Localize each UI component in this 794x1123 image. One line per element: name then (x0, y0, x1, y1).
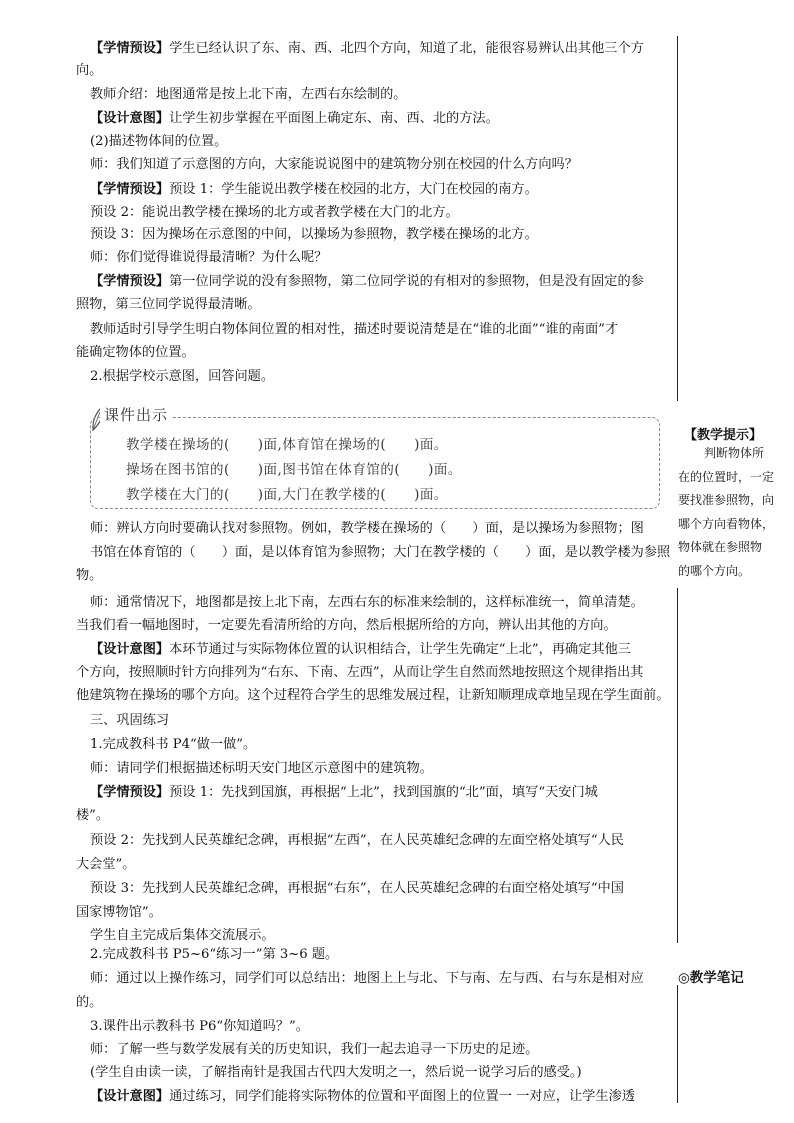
line-text: 预设 2：先找到人民英雄纪念碑，再根据“左西”，在人民英雄纪念碑的左面空格处填写“人民 (90, 833, 624, 848)
text-line (86, 321, 618, 339)
text-line (86, 273, 644, 291)
text-line (86, 156, 578, 174)
tip-line: 在的位置时，一定 (678, 470, 775, 484)
text-line (86, 712, 169, 730)
line-text: 预设 3：先找到人民英雄纪念碑，再根据“右东”，在人民英雄纪念碑的右面空格处填写“中国 (90, 881, 624, 896)
line-text: 楼”。 (76, 808, 110, 823)
line-text: 预设 2：能说出教学楼在操场的北方或者教学楼在大门的北方。 (90, 205, 459, 220)
text-line (86, 1041, 538, 1059)
line-text: 向。 (76, 63, 103, 78)
text-line (86, 946, 338, 964)
text-line (86, 204, 459, 222)
line-text: 1.完成教科书 P4“做一做”。 (90, 737, 257, 752)
line-text: 让学生初步掌握在平面图上确定东、南、西、北的方法。 (169, 111, 499, 126)
line-text: 预设 1：先找到国旗，再根据“上北”，找到国旗的“北”面，填写“天安门城 (169, 785, 598, 800)
section-tag: 【学情预设】 (90, 274, 170, 289)
line-text: 物。 (76, 568, 103, 583)
text-line (86, 641, 631, 659)
section-tag: 【设计意图】 (90, 642, 170, 657)
line-text: 本环节通过与实际物体位置的认识相结合，让学生先确定“上北”，再确定其他三 (169, 642, 631, 657)
teaching-notes-title: ◎教学笔记 (678, 970, 744, 986)
text-line (86, 1088, 635, 1106)
line-text: 第一位同学说的没有参照物，第二位同学说的有相对的参照物，但是没有固定的参 (169, 274, 644, 289)
text-line (86, 86, 407, 104)
text-line (86, 544, 670, 562)
text-line (86, 249, 327, 267)
line-text: (2)描述物体间的位置。 (90, 134, 228, 149)
line-text: 照物，第三位同学说得最清晰。 (76, 297, 261, 312)
line-text: 他建筑物在操场的哪个方向。这个过程符合学生的思维发展过程，让新知顺理成章地呈现在学生面前。 (76, 688, 670, 703)
text-line (86, 1018, 309, 1036)
section-tag: 【设计意图】 (90, 111, 170, 126)
line-text: 师：通过以上操作练习，同学们可以总结出：地图上上与北、下与南、左与西、右与东是相对应 (90, 971, 644, 986)
text-line (76, 617, 617, 635)
text-line (86, 133, 227, 151)
tip-line: 要找准参照物，向 (678, 493, 775, 507)
text-line (76, 567, 102, 585)
text-line (76, 62, 102, 80)
text-line (86, 1064, 582, 1082)
margin-rule (677, 36, 678, 401)
line-text: 能确定物体的位置。 (76, 345, 195, 360)
line-text: 大会堂”。 (76, 857, 136, 872)
text-line (86, 784, 598, 802)
line-text: 预设 3：因为操场在示意图的中间，以操场为参照物，教学楼在操场的北方。 (90, 227, 538, 242)
line-text: 当我们看一幅地图时，一定要先看清所给的方向，然后根据所给的方向，辨认出其他的方向。 (76, 618, 617, 633)
text-line (76, 687, 669, 705)
text-line (76, 904, 162, 922)
line-text: 2.完成教科书 P5~6“练习一”第 3~6 题。 (90, 947, 339, 962)
text-line (86, 927, 275, 945)
line-text: 师：请同学们根据描述标明天安门地区示意图中的建筑物。 (90, 761, 433, 776)
line-text: 个方向，按照顺时针方向排列为“右东、下南、左西”，从而让学生自然而然地按照这个规律指出其 (76, 665, 644, 680)
line-text: 师：了解一些与数学发展有关的历史知识，我们一起去追寻一下历史的足迹。 (90, 1042, 539, 1057)
line-text: 学生已经认识了东、南、西、北四个方向，知道了北，能很容易辨认出其他三个方 (169, 41, 644, 56)
text-line (86, 880, 624, 898)
line-text: 预设 1：学生能说出教学楼在校园的北方，大门在校园的南方。 (169, 182, 538, 197)
tip-line: 的哪个方向。 (678, 564, 751, 578)
section-tag: 【学情预设】 (90, 182, 170, 197)
courseware-row: 教学楼在操场的( )面,体育馆在操场的( )面。 (126, 437, 448, 453)
line-text: 三、巩固练习 (90, 713, 170, 728)
courseware-row: 操场在图书馆的( )面,图书馆在体育馆的( )面。 (126, 462, 462, 478)
teaching-tip-title: 【教学提示】 (684, 428, 763, 443)
text-line (86, 760, 433, 778)
line-text: 书馆在体育馆的（ ）面，是以体育馆为参照物；大门在教学楼的（ ）面，是以教学楼为参照 (90, 545, 671, 560)
line-text: 国家博物馆”。 (76, 905, 162, 920)
text-line (76, 856, 136, 874)
text-line (76, 344, 195, 362)
tip-line: 哪个方向看物体， (678, 517, 775, 531)
courseware-title: 课件出示 (100, 404, 172, 425)
line-text: (学生自由读一读，了解指南针是我国古代四大发明之一，然后说一说学习后的感受。) (90, 1065, 582, 1080)
courseware-row: 教学楼在大门的( )面,大门在教学楼的( )面。 (126, 487, 448, 503)
text-line (86, 110, 499, 128)
line-text: 学生自主完成后集体交流展示。 (90, 928, 275, 943)
text-line (76, 296, 261, 314)
text-line (86, 594, 644, 612)
text-line (86, 40, 644, 58)
line-text: 师：辨认方向时要确认找对参照物。例如，教学楼在操场的（ ）面，是以操场为参照物；图 (90, 521, 644, 536)
line-text: 3.课件出示教科书 P6“你知道吗？”。 (90, 1019, 309, 1034)
text-line (76, 994, 102, 1012)
tip-line: 物体就在参照物 (678, 540, 763, 554)
line-text: 2.根据学校示意图，回答问题。 (90, 369, 275, 384)
section-tag: 【学情预设】 (90, 785, 170, 800)
section-tag: 【设计意图】 (90, 1089, 170, 1104)
margin-rule (677, 985, 678, 1103)
line-text: 师：你们觉得谁说得最清晰？为什么呢？ (90, 250, 328, 265)
text-line (86, 832, 624, 850)
line-text: 通过练习，同学们能将实际物体的位置和平面图上的位置一 一对应，让学生渗透 (169, 1089, 635, 1104)
line-text: 的。 (76, 995, 103, 1010)
text-line (86, 520, 644, 538)
text-line (86, 226, 538, 244)
text-line (86, 736, 256, 754)
text-line (86, 181, 538, 199)
line-text: 师：我们知道了示意图的方向，大家能说说图中的建筑物分别在校园的什么方向吗？ (90, 157, 578, 172)
line-text: 教师介绍：地图通常是按上北下南，左西右东绘制的。 (90, 87, 407, 102)
text-line (86, 970, 644, 988)
tip-line: 判断物体所 (704, 446, 765, 460)
line-text: 师：通常情况下，地图都是按上北下南，左西右东的标准来绘制的，这样标准统一，简单清楚。 (90, 595, 644, 610)
text-line (76, 664, 643, 682)
line-text: 教师适时引导学生明白物体间位置的相对性，描述时要说清楚是在“谁的北面”“谁的南面”才 (90, 322, 619, 337)
text-line (86, 368, 274, 386)
text-line (76, 807, 109, 825)
section-tag: 【学情预设】 (90, 41, 170, 56)
margin-rule (677, 588, 678, 943)
